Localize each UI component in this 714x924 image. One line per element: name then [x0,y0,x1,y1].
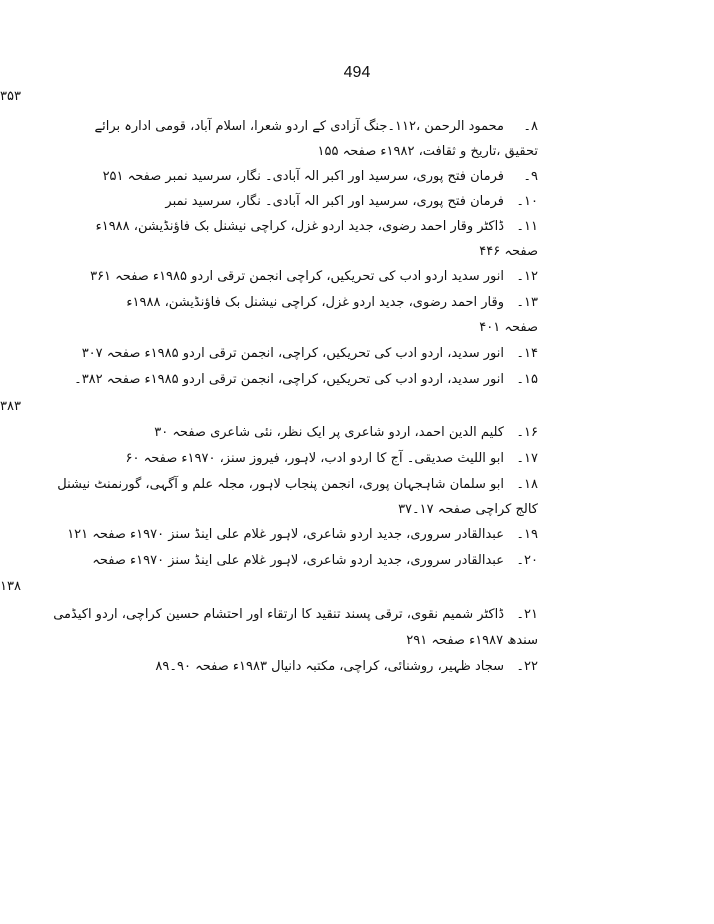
footnote-continuation: سندھ ۱۹۸۷ء صفحہ ۲۹۱ [406,633,538,648]
footnote-entry [126,294,538,312]
page-reference: ۳۵۳ [0,89,21,104]
footnote-entry [102,168,538,186]
footnote-number: ۱۸۔ [516,477,538,492]
page-number: 494 [343,64,371,81]
footnote-number: ۱۱۔ [516,219,538,234]
footnote-entry [92,552,538,570]
footnote-entry [94,118,538,136]
footnote-number: ۱۶۔ [516,425,538,440]
footnote-number: ۲۰۔ [516,553,538,568]
footnote-entry [125,450,538,468]
footnote-text: انور سدید، اردو ادب کی تحریکیں، کراچی، انجمن ترقی اردو ۱۹۸۵ء صفحہ ۳۰۷ [81,346,504,361]
footnote-text: انور سدید، اردو ادب کی تحریکیں، کراچی، انجمن ترقی اردو ۱۹۸۵ء صفحہ ۳۸۲۔ [74,372,504,387]
footnote-entry [95,218,538,236]
footnote-entry [154,424,538,442]
footnote-number: ۱۹۔ [516,527,538,542]
footnote-text: انور سدید اردو ادب کی تحریکیں، کراچی انجمن ترقی اردو ۱۹۸۵ء صفحہ ۳۶۱ [90,269,504,284]
footnote-number: ۹۔ [523,169,538,184]
footnote-text: عبدالقادر سروری، جدید اردو شاعری، لاہور غلام علی اینڈ سنز ۱۹۷۰ء صفحہ [92,553,504,568]
footnote-entry [67,526,538,544]
footnote-number: ۱۲۔ [516,269,538,284]
footnote-number: ۱۳۔ [516,295,538,310]
footnote-text: ڈاکٹر وقار احمد رضوی، جدید اردو غزل، کراچی نیشنل بک فاؤنڈیشن، ۱۹۸۸ء [95,219,504,234]
footnote-continuation: کالج کراچی صفحہ ۱۷۔۳۷ [398,502,538,517]
page-reference: ۱۳۸ [0,579,21,594]
footnote-entry [165,193,538,211]
footnote-number: ۱۵۔ [516,372,538,387]
footnote-text: سجاد ظہیر، روشنائی، کراچی، مکتبہ دانیال ۱۹۸۳ء صفحہ ۹۰۔۸۹ [155,659,504,674]
footnote-number: ۱۰۔ [516,194,538,209]
footnote-entry [53,606,538,624]
footnote-text: فرمان فتح پوری، سرسید اور اکبر الہ آبادی۔ نگار، سرسید نمبر [165,194,504,209]
footnote-text: محمود الرحمن ،۱۱۲۔جنگ آزادی کے اردو شعرا، اسلام آباد، قومی ادارہ برائے [94,119,504,134]
footnote-text: وقار احمد رضوی، جدید اردو غزل، کراچی نیشنل بک فاؤنڈیشن، ۱۹۸۸ء [126,295,504,310]
footnote-text: ابو سلمان شاہجہان پوری، انجمن پنجاب لاہور، مجلہ علم و آگہی، گورنمنٹ نیشنل [57,477,504,492]
footnote-entry [155,658,538,676]
footnote-text: کلیم الدین احمد، اردو شاعری پر ایک نظر، نئی شاعری صفحہ ۳۰ [154,425,504,440]
footnote-continuation: تحقیق ،تاریخ و ثقافت، ۱۹۸۲ء صفحہ ۱۵۵ [317,144,538,159]
page-reference: ۳۸۳ [0,399,21,414]
footnote-entry [74,371,538,389]
footnote-continuation: صفحہ ۴۰۱ [479,320,538,335]
footnote-entry [90,268,538,286]
footnote-entry [81,345,538,363]
footnote-number: ۱۷۔ [516,451,538,466]
footnote-text: ڈاکٹر شمیم نقوی، ترقی پسند تنقید کا ارتقاء اور احتشام حسین کراچی، اردو اکیڈمی [53,607,504,622]
footnote-text: عبدالقادر سروری، جدید اردو شاعری، لاہور غلام علی اینڈ سنز ۱۹۷۰ء صفحہ ۱۲۱ [67,527,504,542]
footnote-continuation: صفحہ ۴۴۶ [479,244,538,259]
footnote-number: ۱۴۔ [516,346,538,361]
footnote-text: فرمان فتح پوری، سرسید اور اکبر الہ آبادی۔ نگار، سرسید نمبر صفحہ ۲۵۱ [102,169,504,184]
footnote-number: ۲۲۔ [516,659,538,674]
footnote-entry [57,476,538,494]
footnote-text: ابو اللیث صدیقی۔ آج کا اردو ادب، لاہور، فیروز سنز، ۱۹۷۰ء صفحہ ۶۰ [125,451,504,466]
footnote-number: ۸۔ [523,119,538,134]
footnote-number: ۲۱۔ [516,607,538,622]
